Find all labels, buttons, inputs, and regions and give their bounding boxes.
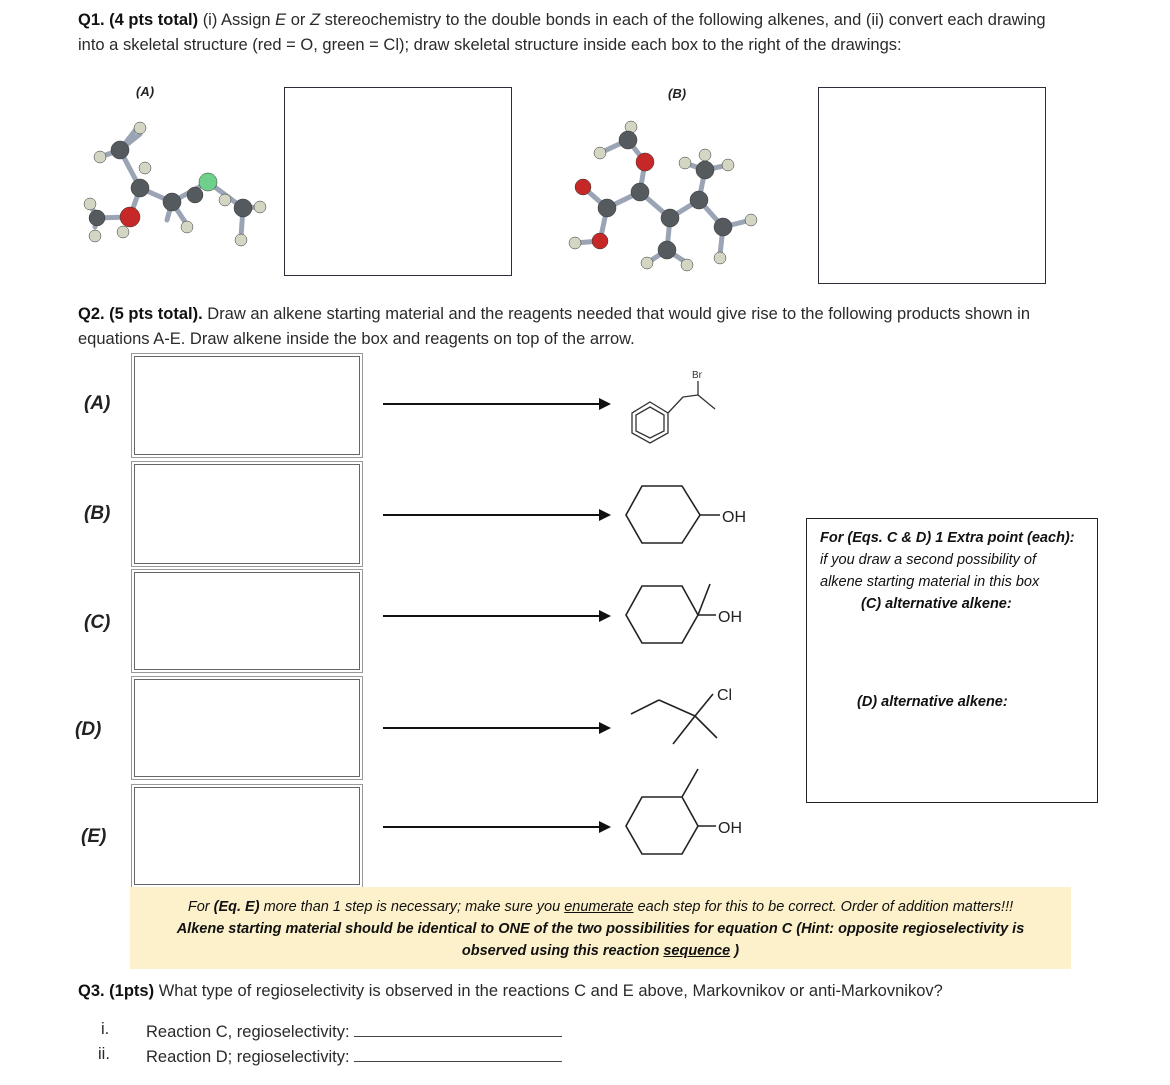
note-line3a: observed using this reaction bbox=[461, 943, 664, 959]
c-alt-label: (C) alternative alkene: bbox=[861, 596, 1012, 612]
eq-e-note bbox=[130, 887, 1071, 969]
eq-e-alkene-box[interactable] bbox=[134, 787, 360, 885]
q1-e-symbol: E bbox=[275, 11, 287, 29]
eq-b-alkene-box[interactable] bbox=[134, 464, 360, 564]
product-c-oh: OH bbox=[718, 609, 742, 626]
q3-item1 bbox=[146, 1020, 562, 1042]
q3-item2-text: Reaction D; regioselectivity: bbox=[146, 1048, 350, 1066]
q1-heading: Q1. (4 pts total) bbox=[78, 11, 199, 29]
note-end: each step for this to be correct. Order of addition matters!!! bbox=[633, 899, 1014, 915]
q1-z-symbol: Z bbox=[309, 11, 321, 29]
note-mid: more than 1 step is necessary; make sure you bbox=[259, 899, 565, 915]
product-e-structure bbox=[618, 765, 758, 860]
eq-b-arrow[interactable] bbox=[383, 514, 609, 516]
note-enumerate: enumerate bbox=[564, 899, 634, 915]
molecule-a-model bbox=[75, 110, 275, 250]
eq-c-label: (C) bbox=[84, 612, 111, 633]
product-a-br: Br bbox=[692, 370, 702, 381]
q1-text-part1: (i) Assign bbox=[202, 11, 276, 29]
molecule-b-model bbox=[565, 115, 775, 280]
eq-e-label: (E) bbox=[81, 826, 107, 847]
q1-or: or bbox=[286, 11, 310, 29]
extra-credit-box[interactable] bbox=[806, 518, 1098, 803]
product-e-oh: OH bbox=[718, 820, 742, 837]
q3-item2-num: ii. bbox=[98, 1045, 110, 1063]
eq-b-label: (B) bbox=[84, 503, 111, 524]
q1-label-b: (B) bbox=[668, 86, 687, 101]
q1-prompt bbox=[78, 8, 1138, 58]
q3-item2-blank[interactable] bbox=[354, 1045, 562, 1062]
note-eq: (Eq. E) bbox=[213, 899, 260, 915]
q3-heading: Q3. (1pts) bbox=[78, 982, 155, 1000]
eq-a-label: (A) bbox=[84, 393, 111, 414]
note-line2: Alkene starting material should be identical to ONE of the two possibilities for equation C (Hint: opposite regioselectivity is bbox=[176, 921, 1025, 937]
q1-text-part2: stereochemistry to the double bonds in each of the following alkenes, and (ii) convert each drawing bbox=[320, 11, 1046, 29]
eq-a-alkene-box[interactable] bbox=[134, 356, 360, 455]
product-d-structure bbox=[625, 680, 745, 750]
note-sequence: sequence bbox=[663, 943, 731, 959]
q1-label-a: (A) bbox=[136, 84, 155, 99]
eq-d-label: (D) bbox=[75, 719, 102, 740]
eq-e-arrow[interactable] bbox=[383, 826, 609, 828]
note-line3b: ) bbox=[730, 943, 740, 959]
q2-prompt bbox=[78, 302, 1158, 352]
eq-d-alkene-box[interactable] bbox=[134, 679, 360, 777]
eq-a-arrow[interactable] bbox=[383, 403, 609, 405]
q1-answer-box-a[interactable] bbox=[284, 87, 512, 276]
product-d-cl: Cl bbox=[717, 687, 733, 704]
d-alt-label: (D) alternative alkene: bbox=[857, 694, 1008, 710]
q2-text-line2: equations A-E. Draw alkene inside the box and reagents on top of the arrow. bbox=[78, 330, 635, 348]
extra-credit-line2: if you draw a second possibility of bbox=[820, 552, 1036, 568]
q2-heading: Q2. (5 pts total). bbox=[78, 305, 203, 323]
q3-prompt bbox=[78, 979, 1158, 1004]
q3-item2 bbox=[146, 1045, 562, 1067]
q3-item1-num: i. bbox=[101, 1020, 110, 1038]
q1-answer-box-b[interactable] bbox=[818, 87, 1046, 284]
q3-item1-blank[interactable] bbox=[354, 1020, 562, 1037]
eq-c-alkene-box[interactable] bbox=[134, 572, 360, 670]
product-c-structure bbox=[618, 578, 758, 653]
extra-credit-line3: alkene starting material in this box bbox=[820, 574, 1040, 590]
eq-d-arrow[interactable] bbox=[383, 727, 609, 729]
eq-c-arrow[interactable] bbox=[383, 615, 609, 617]
q3-item1-text: Reaction C, regioselectivity: bbox=[146, 1023, 350, 1041]
q2-text-line1: Draw an alkene starting material and the reagents needed that would give rise to the following products shown in bbox=[202, 305, 1031, 323]
product-b-structure bbox=[620, 478, 760, 553]
product-a-structure bbox=[620, 365, 730, 450]
q1-text-line2: into a skeletal structure (red = O, green = Cl); draw skeletal structure inside each box to the right of the drawings: bbox=[78, 36, 902, 54]
extra-credit-title: For (Eqs. C & D) 1 Extra point (each): bbox=[820, 530, 1075, 546]
note-prefix: For bbox=[187, 899, 214, 915]
product-b-oh: OH bbox=[722, 509, 746, 526]
q3-text: What type of regioselectivity is observed in the reactions C and E above, Markovnikov or anti-Markovnikov? bbox=[154, 982, 943, 1000]
